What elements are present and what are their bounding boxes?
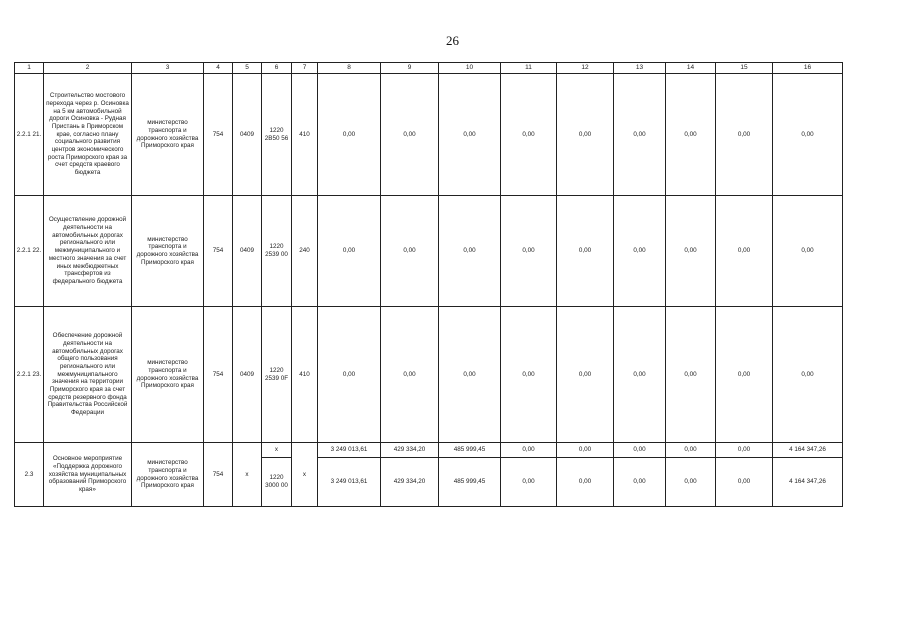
row-executor: министерство транспорта и дорожного хозяйства Приморского края [132,307,204,443]
row-value: 0,00 [557,443,614,458]
row-executor: министерство транспорта и дорожного хозяйства Приморского края [132,196,204,307]
row-value: 0,00 [666,307,716,443]
row-code-expense-type: 410 [292,74,318,196]
table-row [15,196,843,307]
row-code-section: 0409 [233,74,262,196]
table-row [15,307,843,443]
header-cell: 10 [439,63,501,74]
header-cell: 6 [262,63,292,74]
row-name: Основное мероприятие «Поддержка дорожного хозяйства муниципальных образований Приморского края» [44,443,132,507]
row-value: 0,00 [666,443,716,458]
row-code-target: 1220 2В50 56 [262,74,292,196]
row-value: 0,00 [773,74,843,196]
row-id: 2.2.1 21. [15,74,44,196]
row-value: 429 334,20 [381,458,439,507]
row-value: 0,00 [614,196,666,307]
row-value: 0,00 [501,74,557,196]
header-cell: 9 [381,63,439,74]
row-value: 0,00 [501,307,557,443]
table-header-row [15,63,843,74]
row-value: 0,00 [439,196,501,307]
row-code-section: x [233,443,262,507]
header-cell: 16 [773,63,843,74]
row-value: 0,00 [716,196,773,307]
row-value: 485 999,45 [439,458,501,507]
row-id: 2.3 [15,443,44,507]
row-code-grbs: 754 [204,443,233,507]
row-id: 2.2.1 22. [15,196,44,307]
row-code-target: x [262,443,292,458]
row-value: 0,00 [381,74,439,196]
row-code-target: 1220 3000 00 [262,458,292,507]
row-name: Строительство мостового перехода через р. Осиновка на 5 км автомобильной дороги Осиновка - Рудная Пристань в Приморском крае, согласно плану социального развития центров экономического роста Приморского края за счет средств краевого бюджета [44,74,132,196]
row-code-grbs: 754 [204,196,233,307]
row-value: 0,00 [716,443,773,458]
row-value: 3 249 013,61 [318,443,381,458]
row-executor: министерство транспорта и дорожного хозяйства Приморского края [132,443,204,507]
header-cell: 13 [614,63,666,74]
row-name: Осуществление дорожной деятельности на автомобильных дорогах регионального или межмуниципального и местного значения за счет иных межбюджетных трансфертов из федерального бюджета [44,196,132,307]
table-row [15,443,843,458]
header-cell: 8 [318,63,381,74]
header-cell: 15 [716,63,773,74]
row-value: 0,00 [716,458,773,507]
row-value: 4 164 347,26 [773,443,843,458]
row-value: 485 999,45 [439,443,501,458]
row-value: 0,00 [557,74,614,196]
row-value: 0,00 [318,196,381,307]
row-value: 0,00 [666,74,716,196]
row-value: 0,00 [381,196,439,307]
row-code-target: 1220 2539 0F [262,307,292,443]
header-cell: 2 [44,63,132,74]
row-code-section: 0409 [233,196,262,307]
header-cell: 14 [666,63,716,74]
row-value: 0,00 [666,196,716,307]
row-code-section: 0409 [233,307,262,443]
header-cell: 3 [132,63,204,74]
row-name: Обеспечение дорожной деятельности на автомобильных дорогах общего пользования регионального или межмуниципального значения на территории Приморского края за счет средств резервного фонда Правительства Российской Федерации [44,307,132,443]
row-value: 0,00 [614,443,666,458]
row-value: 0,00 [557,196,614,307]
row-value: 0,00 [614,307,666,443]
row-executor: министерство транспорта и дорожного хозяйства Приморского края [132,74,204,196]
header-cell: 7 [292,63,318,74]
row-value: 0,00 [439,307,501,443]
header-cell: 11 [501,63,557,74]
row-value: 0,00 [614,74,666,196]
header-cell: 5 [233,63,262,74]
header-cell: 4 [204,63,233,74]
row-value: 0,00 [773,196,843,307]
row-value: 0,00 [666,458,716,507]
row-value: 0,00 [716,307,773,443]
row-value: 0,00 [557,458,614,507]
table-row [15,74,843,196]
row-code-expense-type: 240 [292,196,318,307]
page-number: 26 [446,33,459,48]
row-value: 0,00 [501,443,557,458]
row-value: 0,00 [716,74,773,196]
row-value: 0,00 [501,458,557,507]
row-code-grbs: 754 [204,307,233,443]
row-value: 0,00 [318,307,381,443]
row-value: 4 164 347,26 [773,458,843,507]
row-value: 0,00 [773,307,843,443]
row-code-expense-type: 410 [292,307,318,443]
row-value: 3 249 013,61 [318,458,381,507]
row-code-expense-type: x [292,443,318,507]
row-code-target: 1220 2539 00 [262,196,292,307]
row-value: 0,00 [318,74,381,196]
row-code-grbs: 754 [204,74,233,196]
budget-table [14,62,843,507]
row-value: 0,00 [381,307,439,443]
row-id: 2.2.1 23. [15,307,44,443]
header-cell: 1 [15,63,44,74]
row-value: 0,00 [614,458,666,507]
row-value: 0,00 [557,307,614,443]
row-value: 429 334,20 [381,443,439,458]
header-cell: 12 [557,63,614,74]
row-value: 0,00 [501,196,557,307]
row-value: 0,00 [439,74,501,196]
